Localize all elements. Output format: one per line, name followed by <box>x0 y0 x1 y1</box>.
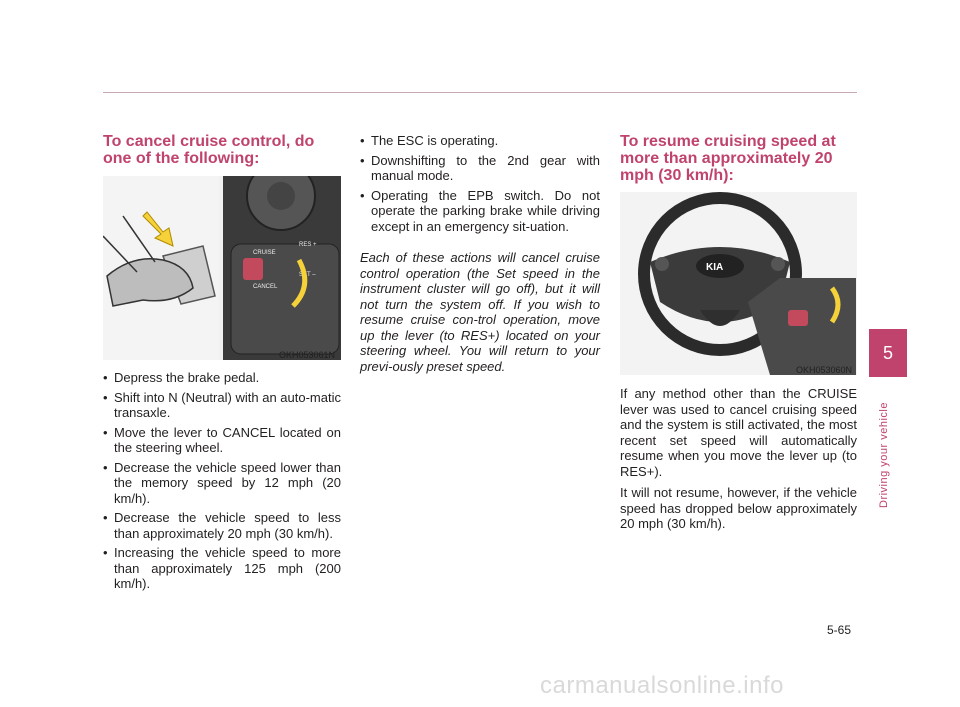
resume-paragraph-1: If any method other than the CRUISE lever was used to cancel cruising speed and the system is still activated, the most recent set speed will automatically resume when you move the lever up (to RES+). <box>620 386 857 479</box>
cancel-conditions-list <box>103 370 341 592</box>
right-heading-wrap <box>620 133 858 184</box>
header-rule <box>103 92 857 93</box>
list-item: • Depress the brake pedal. <box>103 370 341 386</box>
left-bullets-wrap <box>103 370 341 596</box>
middle-column <box>360 133 600 374</box>
list-item: • Downshifting to the 2nd gear with manual mode. <box>360 153 600 184</box>
list-item: • Decrease the vehicle speed lower than the memory speed by 12 mph (20 km/h). <box>103 460 341 507</box>
cruise-button-icon <box>243 258 263 280</box>
list-item: • Shift into N (Neutral) with an auto-matic transaxle. <box>103 390 341 421</box>
cancel-illustration <box>103 176 341 360</box>
list-item: • Decrease the vehicle speed to less than approximately 20 mph (30 km/h). <box>103 510 341 541</box>
list-item: • Increasing the vehicle speed to more than approximately 125 mph (200 km/h). <box>103 545 341 592</box>
resume-figure <box>620 192 857 375</box>
watermark: carmanualsonline.info <box>540 672 784 699</box>
list-item: • The ESC is operating. <box>360 133 600 149</box>
cancel-note: Each of these actions will cancel cruise control operation (the Set speed in the instrument cluster will go off), but it will not turn the system off. If you wish to resume cruise con-trol operation, move up the lever (to RES+) located on your steering wheel. You will return to your previ-ously preset speed. <box>360 250 600 374</box>
cancel-heading: To cancel cruise control, do one of the following: <box>103 133 315 167</box>
chapter-label: Driving your vehicle <box>878 402 890 508</box>
cancel-conditions-list-cont <box>360 133 600 234</box>
right-text-wrap <box>620 386 857 538</box>
lever-label-res: RES + <box>299 242 317 248</box>
chapter-tab: 5 <box>869 329 907 377</box>
lever-label-cancel: CANCEL <box>253 284 278 290</box>
cancel-figure-caption: OKH053061N <box>279 350 336 360</box>
steering-wheel-illustration <box>620 192 857 375</box>
left-heading-wrap <box>103 133 343 167</box>
lever-label-set: SET – <box>299 272 316 278</box>
resume-paragraph-2: It will not resume, however, if the vehicle speed has dropped below approximately 20 mph (30 km/h). <box>620 485 857 531</box>
lever-label-cruise: CRUISE <box>253 250 276 256</box>
resume-figure-caption: OKH053060N <box>796 365 853 375</box>
resume-heading: To resume cruising speed at more than approximately 20 mph (30 km/h): <box>620 133 836 184</box>
page-number: 5-65 <box>827 623 852 637</box>
kia-logo: KIA <box>706 262 724 273</box>
list-item: • Operating the EPB switch. Do not operate the parking brake while driving except in an emergency sit-uation. <box>360 188 600 235</box>
cancel-figure <box>103 176 341 360</box>
list-item: • Move the lever to CANCEL located on the steering wheel. <box>103 425 341 456</box>
